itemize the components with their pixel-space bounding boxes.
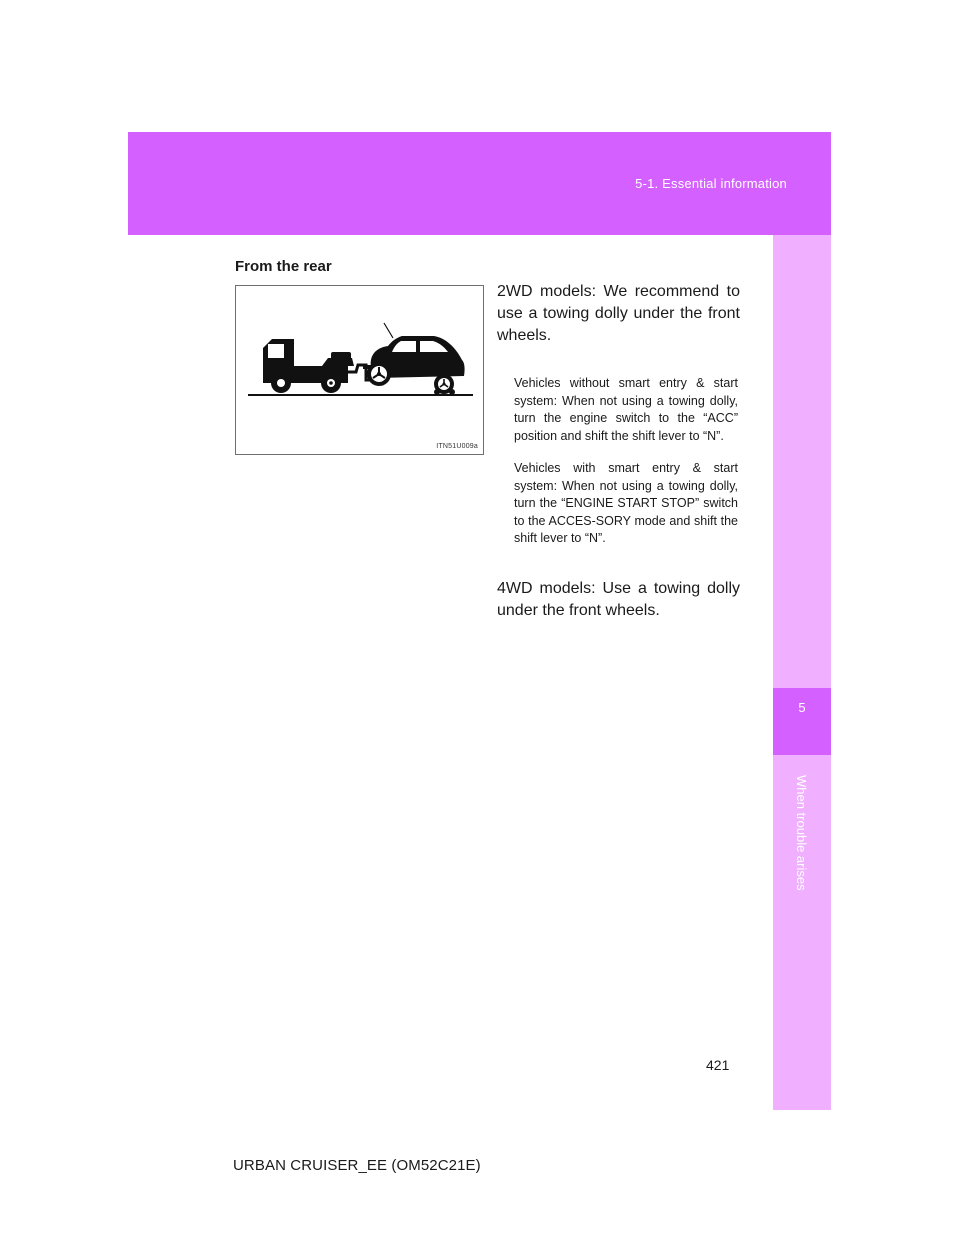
figure-code: ITN51U009a — [436, 443, 478, 450]
page-number: 421 — [706, 1057, 730, 1073]
chapter-title-wrap — [773, 775, 831, 975]
header-band — [128, 132, 831, 235]
para-4wd-wrap — [497, 578, 740, 622]
tow-truck-icon — [236, 286, 485, 456]
towing-illustration — [235, 285, 484, 455]
subheading: From the rear — [235, 258, 332, 275]
footer-model-code: URBAN CRUISER_EE (OM52C21E) — [233, 1157, 481, 1174]
para-2wd-wrap — [497, 281, 740, 347]
chapter-title: When trouble arises — [794, 775, 809, 891]
chapter-number-box — [773, 688, 831, 755]
section-title: 5-1. Essential information — [635, 176, 787, 191]
para-2wd: 2WD models: We recommend to use a towing dolly under the front wheels. — [497, 283, 740, 344]
note-no-smart-entry: Vehicles without smart entry & start system: When not using a towing dolly, turn the engine switch to the “ACC” position and shift the shift lever to “N”. — [514, 376, 738, 443]
note-smart-entry: Vehicles with smart entry & start system: When not using a towing dolly, turn the “ENGINE START STOP” switch to the ACCES-SORY mode and shift the shift lever to “N”. — [514, 461, 738, 546]
chapter-number: 5 — [798, 700, 806, 715]
chapter-side-tab — [773, 235, 831, 1110]
para-4wd: 4WD models: Use a towing dolly under the front wheels. — [497, 580, 740, 619]
